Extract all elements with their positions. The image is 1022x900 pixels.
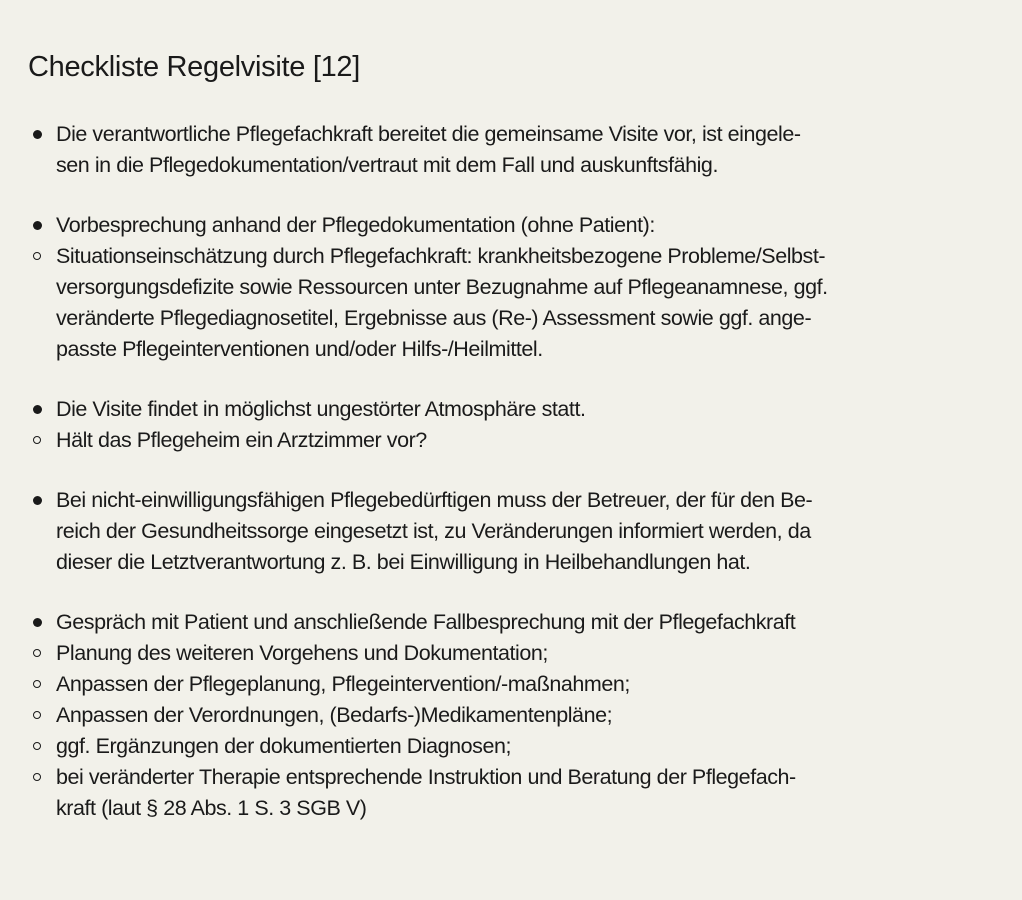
item-text-line: bei veränderter Therapie entsprechende Instruktion und Beratung der Pflegefach-	[56, 764, 796, 789]
checklist-group	[28, 210, 992, 365]
item-text-line: ggf. Ergänzungen der dokumentierten Diagnosen;	[56, 733, 512, 758]
hollow-bullet-icon	[30, 241, 44, 272]
checklist-group	[28, 394, 992, 456]
checklist-group	[28, 119, 992, 181]
checklist-subitem	[28, 425, 992, 456]
checklist-item	[28, 607, 992, 638]
checklist-group	[28, 485, 992, 578]
hollow-bullet-icon	[30, 731, 44, 762]
item-text-line: Situationseinschätzung durch Pflegefachkraft: krankheitsbezogene Probleme/Selbst-	[56, 243, 826, 268]
item-text-line: kraft (laut § 28 Abs. 1 S. 3 SGB V)	[56, 795, 367, 820]
filled-bullet-icon	[30, 485, 44, 516]
page-title: Checkliste Regelvisite [12]	[28, 51, 360, 83]
item-text-line: versorgungsdefizite sowie Ressourcen unter Bezugnahme auf Pflegeanamnese, ggf.	[56, 274, 828, 299]
item-text-line: Die verantwortliche Pflegefachkraft bereitet die gemeinsame Visite vor, ist eingele-	[56, 121, 801, 146]
item-text-line: passte Pflegeinterventionen und/oder Hilfs-/Heilmittel.	[56, 336, 543, 361]
item-text-line: Anpassen der Verordnungen, (Bedarfs-)Medikamentenpläne;	[56, 702, 613, 727]
checklist-group	[28, 607, 992, 824]
checklist-body	[28, 119, 992, 824]
item-text-line: Die Visite findet in möglichst ungestörter Atmosphäre statt.	[56, 396, 586, 421]
checklist-subitem	[28, 762, 992, 824]
filled-bullet-icon	[30, 119, 44, 150]
filled-bullet-icon	[30, 394, 44, 425]
checklist-item	[28, 485, 992, 578]
checklist-subitem	[28, 669, 992, 700]
item-text-line: Vorbesprechung anhand der Pflegedokumentation (ohne Patient):	[56, 212, 655, 237]
item-text-line: veränderte Pflegediagnosetitel, Ergebnisse aus (Re-) Assessment sowie ggf. ange-	[56, 305, 812, 330]
item-text-line: sen in die Pflegedokumentation/vertraut mit dem Fall und auskunftsfähig.	[56, 152, 718, 177]
filled-bullet-icon	[30, 210, 44, 241]
checklist-subitem	[28, 700, 992, 731]
item-text-line: Planung des weiteren Vorgehens und Dokumentation;	[56, 640, 548, 665]
checklist-item	[28, 394, 992, 425]
hollow-bullet-icon	[30, 638, 44, 669]
checklist-subitem	[28, 638, 992, 669]
hollow-bullet-icon	[30, 669, 44, 700]
item-text-line: Bei nicht-einwilligungsfähigen Pflegebedürftigen muss der Betreuer, der für den Be-	[56, 487, 813, 512]
hollow-bullet-icon	[30, 762, 44, 793]
item-text-line: Gespräch mit Patient und anschließende Fallbesprechung mit der Pflegefachkraft	[56, 609, 796, 634]
filled-bullet-icon	[30, 607, 44, 638]
item-text-line: Hält das Pflegeheim ein Arztzimmer vor?	[56, 427, 427, 452]
hollow-bullet-icon	[30, 700, 44, 731]
item-text-line: reich der Gesundheitssorge eingesetzt ist, zu Veränderungen informiert werden, da	[56, 518, 811, 543]
checklist-item	[28, 119, 992, 181]
checklist-subitem	[28, 241, 992, 365]
checklist-item	[28, 210, 992, 241]
item-text-line: Anpassen der Pflegeplanung, Pflegeintervention/-maßnahmen;	[56, 671, 630, 696]
checklist-subitem	[28, 731, 992, 762]
item-text-line: dieser die Letztverantwortung z. B. bei Einwilligung in Heilbehandlungen hat.	[56, 549, 751, 574]
hollow-bullet-icon	[30, 425, 44, 456]
